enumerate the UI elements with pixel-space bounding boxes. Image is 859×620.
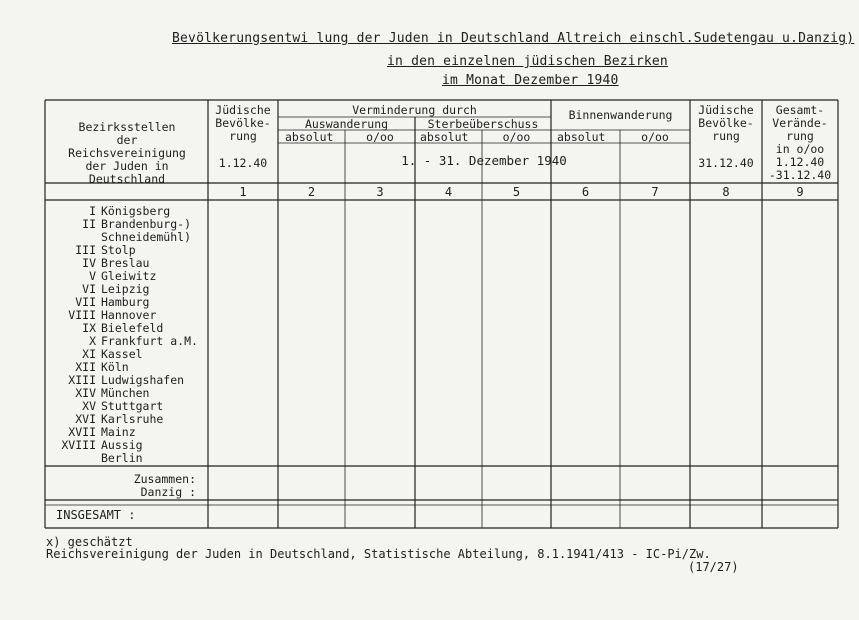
district-name: Ludwigshafen: [101, 373, 185, 387]
district-number: X: [89, 334, 96, 348]
district-number: VII: [75, 295, 96, 309]
district-name: Hannover: [101, 308, 157, 322]
header-bev-end: [690, 104, 762, 143]
column-number: 1: [239, 185, 247, 199]
header-bev-start-line: rung: [229, 129, 257, 143]
header-promille-3: o/oo: [641, 130, 669, 144]
district-number: V: [89, 269, 96, 283]
district-number: XII: [75, 360, 96, 374]
header-bezirk-line: Bezirksstellen: [78, 120, 176, 134]
district-number: XVII: [68, 425, 96, 439]
column-number: 4: [444, 185, 453, 199]
district-name: Breslau: [101, 256, 150, 270]
district-number: XV: [82, 399, 96, 413]
district-number: IV: [82, 256, 96, 270]
header-bev-end-date: 31.12.40: [698, 156, 754, 170]
header-gesamt-line: Verände-: [772, 116, 828, 130]
footnote: x) geschätzt: [46, 535, 133, 549]
totals-label: Zusammen:: [133, 472, 196, 486]
district-name: Schneidemühl): [101, 230, 192, 244]
district-name: Hamburg: [101, 295, 150, 309]
header-verminderung: Verminderung durch: [352, 103, 477, 117]
column-number: 6: [581, 185, 590, 199]
header-bev-end-line: Bevölke-: [698, 116, 754, 130]
district-number: XIII: [68, 373, 96, 387]
district-name: Frankfurt a.M.: [101, 334, 198, 348]
district-number: XI: [82, 347, 96, 361]
district-number: XVIII: [61, 438, 96, 452]
header-bezirk: [48, 121, 206, 186]
district-number: VIII: [68, 308, 96, 322]
district-name: Bielefeld: [101, 321, 164, 335]
header-bev-start-line: Bevölke-: [215, 116, 271, 130]
column-number: 7: [651, 185, 659, 199]
header-absolut-2: absolut: [420, 130, 469, 144]
district-name: Leipzig: [101, 282, 150, 296]
column-number: 9: [796, 185, 804, 199]
district-number: XVI: [75, 412, 96, 426]
header-sterbeueberschuss: Sterbeüberschuss: [427, 117, 539, 131]
district-number: IX: [82, 321, 96, 335]
column-number: 5: [512, 185, 521, 199]
district-number: I: [89, 204, 96, 218]
header-period: 1. - 31. Dezember 1940: [401, 153, 567, 168]
header-gesamt-line: -31.12.40: [768, 168, 832, 182]
header-promille-1: o/oo: [366, 130, 394, 144]
column-number: 3: [376, 185, 384, 199]
column-number: 2: [307, 185, 316, 199]
header-gesamt-line: rung: [786, 129, 814, 143]
district-name: Stuttgart: [101, 399, 164, 413]
header-bezirk-line: Deutschland: [88, 172, 166, 186]
document-period: im Monat Dezember 1940: [442, 73, 619, 88]
document-title: Bevölkerungsentwi lung der Juden in Deutschland Altreich einschl.Sudetengau u.Danzig): [172, 31, 855, 46]
header-auswanderung: Auswanderung: [304, 117, 389, 131]
district-name: Kassel: [101, 347, 143, 361]
header-promille-2: o/oo: [502, 130, 531, 144]
district-name: Aussig: [101, 438, 143, 452]
district-name: Karlsruhe: [101, 412, 164, 426]
document-subtitle: in den einzelnen jüdischen Bezirken: [387, 54, 668, 69]
district-name: Berlin: [101, 451, 143, 465]
source-line: Reichsvereinigung der Juden in Deutschland, Statistische Abteilung, 8.1.1941/413 - IC-Pi/Zw.: [46, 547, 711, 561]
header-bezirk-line: Reichsvereinigung: [68, 146, 186, 160]
header-bezirk-line: der: [116, 133, 138, 147]
header-binnenwanderung: Binnenwanderung: [568, 108, 673, 122]
header-absolut-1: absolut: [285, 130, 334, 144]
header-bev-start: [208, 104, 278, 143]
header-gesamt: [762, 104, 838, 182]
totals-label: Danzig :: [140, 485, 196, 499]
source-reference: (17/27): [688, 560, 739, 574]
district-name: München: [101, 386, 150, 400]
header-gesamt-line: Gesamt-: [775, 103, 825, 117]
header-bev-start-date: 1.12.40: [218, 156, 268, 170]
header-bev-end-line: rung: [712, 129, 740, 143]
district-name: Königsberg: [101, 204, 171, 218]
header-absolut-3: absolut: [557, 130, 606, 144]
header-bev-end-line: Jüdische: [698, 103, 754, 117]
district-number: VI: [82, 282, 96, 296]
district-name: Mainz: [101, 425, 136, 439]
district-name: Brandenburg-): [101, 217, 192, 231]
district-name: Stolp: [101, 243, 136, 257]
header-gesamt-line: in o/oo: [775, 142, 825, 156]
district-number: XIV: [75, 386, 96, 400]
district-number: II: [82, 217, 96, 231]
column-number: 8: [722, 185, 730, 199]
header-bev-start-line: Jüdische: [215, 103, 271, 117]
district-number: III: [75, 243, 96, 257]
header-bezirk-line: der Juden in: [85, 159, 169, 173]
district-name: Köln: [101, 360, 129, 374]
district-name: Gleiwitz: [101, 269, 157, 283]
grand-total-label: INSGESAMT :: [56, 508, 136, 522]
header-gesamt-line: 1.12.40: [775, 155, 825, 169]
